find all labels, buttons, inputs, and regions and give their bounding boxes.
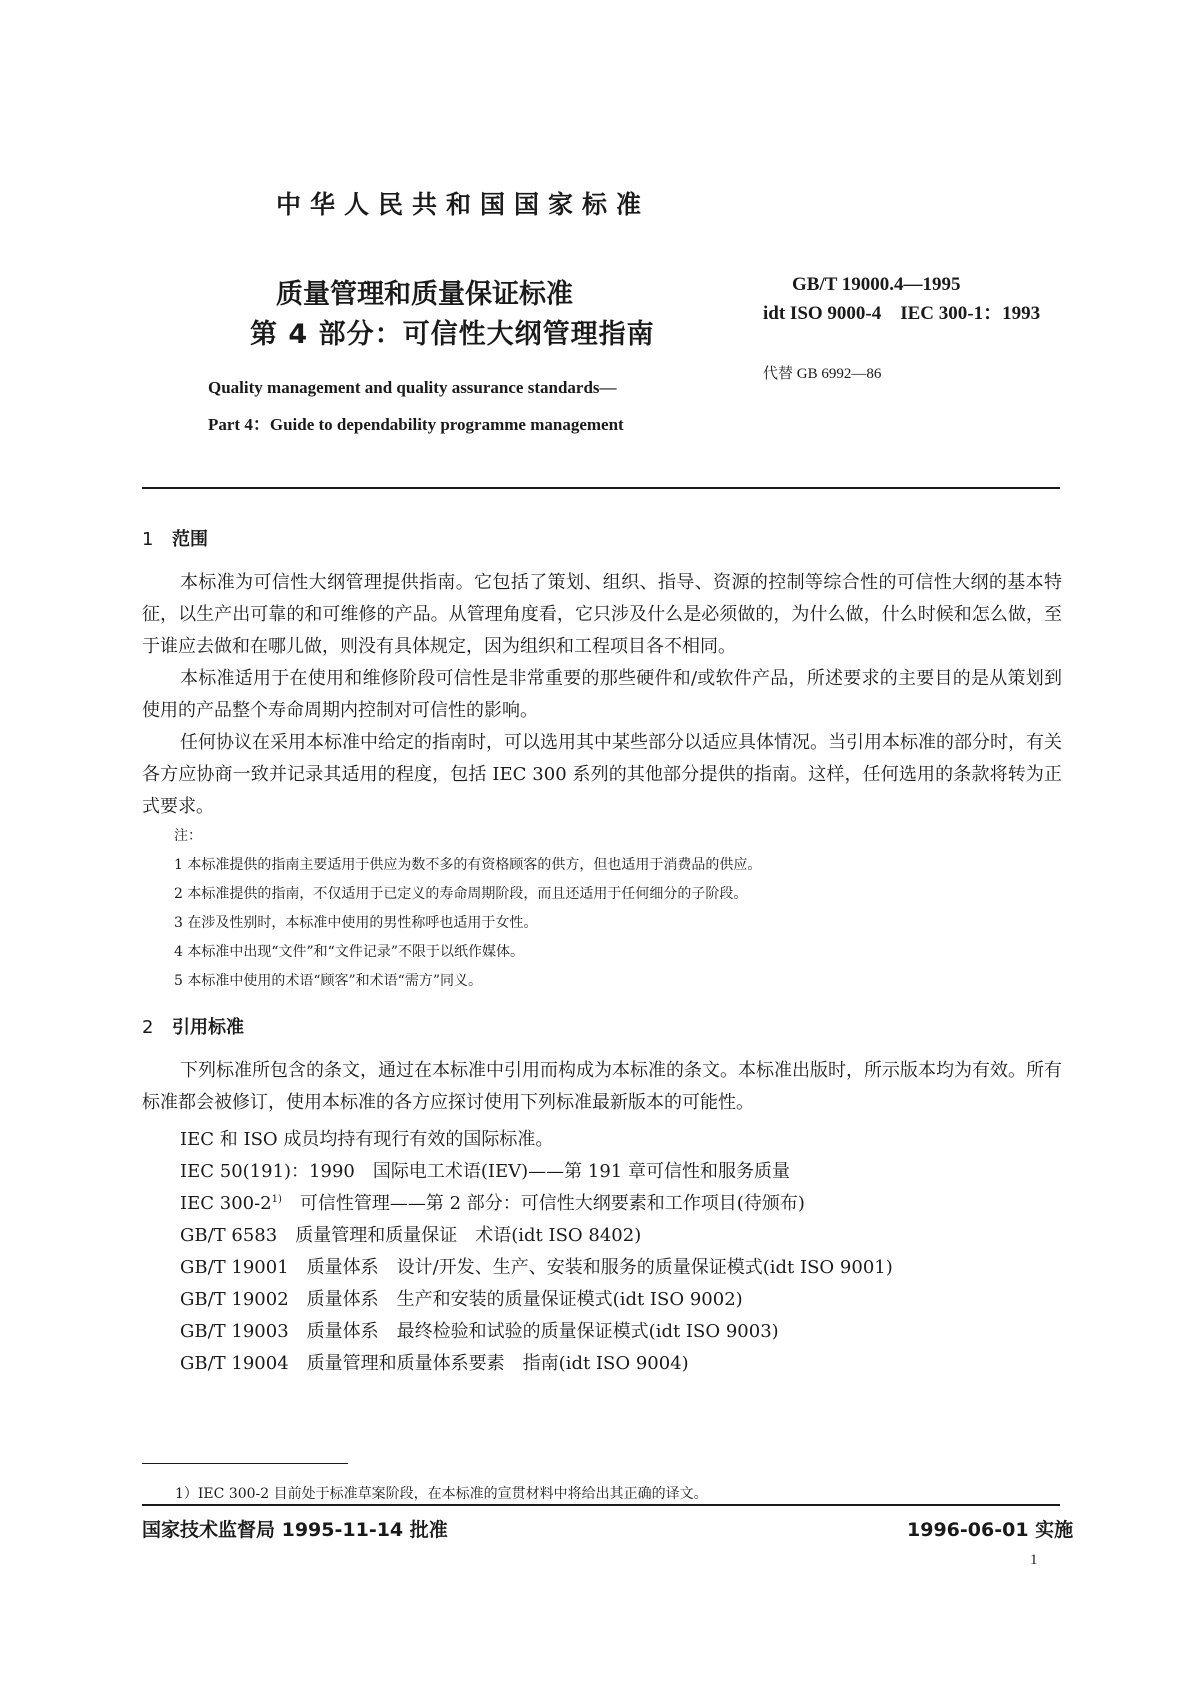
- paragraph: 下列标准所包含的条文，通过在本标准中引用而构成为本标准的条文。本标准出版时，所示版本均为有效。所有标准都会被修订，使用本标准的各方应探讨使用下列标准最新版本的可能性。: [142, 1060, 1062, 1113]
- section-title: 引用标准: [172, 1017, 244, 1038]
- approval-date: 国家技术监督局 1995-11-14 批准: [142, 1519, 448, 1541]
- paragraph: 本标准为可信性大纲管理提供指南。它包括了策划、组织、指导、资源的控制等综合性的可信性大纲的基本特征，以生产出可靠的和可维修的产品。从管理角度看，它只涉及什么是必须做的，为什么做，什么时候和怎么做，至于谁应去做和在哪儿做，则没有具体规定，因为组织和工程项目各不相同。: [142, 572, 1062, 657]
- reference-title: 质量体系 设计/开发、生产、安装和服务的质量保证模式(idt ISO 9001): [306, 1257, 893, 1278]
- reference-title: 质量体系 最终检验和试验的质量保证模式(idt ISO 9003): [306, 1321, 779, 1342]
- note-item: 2 本标准提供的指南，不仅适用于已定义的寿命周期阶段，而且还适用于任何细分的子阶段。: [174, 886, 748, 902]
- reference-item: [180, 1221, 641, 1247]
- notes-label: 注：: [174, 828, 202, 844]
- footnote-marker: 1): [271, 1194, 282, 1205]
- reference-code: GB/T 19002: [180, 1289, 289, 1310]
- reference-code: GB/T 19003: [180, 1321, 289, 1342]
- header-divider: [142, 487, 1060, 489]
- note-item: 4 本标准中出现“文件”和“文件记录”不限于以纸作媒体。: [174, 944, 524, 960]
- chinese-title-line-2: 第 4 部分：可信性大纲管理指南: [250, 319, 655, 350]
- note-item: 3 在涉及性别时，本标准中使用的男性称呼也适用于女性。: [174, 915, 538, 931]
- identical-standards: idt ISO 9000-4 IEC 300-1：1993: [763, 303, 1041, 324]
- note-item: 1 本标准提供的指南主要适用于供应为数不多的有资格顾客的供方，但也适用于消费品的供应。: [174, 857, 762, 873]
- section-2-heading: [142, 1013, 244, 1039]
- section-number: 2: [142, 1017, 154, 1038]
- reference-code: IEC 50(191)：1990: [180, 1161, 355, 1182]
- section-1-heading: [142, 525, 208, 551]
- english-title-line-2: Part 4：Guide to dependability programme management: [208, 415, 624, 434]
- replaces-standard: 代替 GB 6992—86: [763, 366, 882, 382]
- paragraph: 本标准适用于在使用和维修阶段可信性是非常重要的那些硬件和/或软件产品，所述要求的主要目的是从策划到使用的产品整个寿命周期内控制对可信性的影响。: [142, 668, 1062, 721]
- reference-item: [180, 1285, 743, 1311]
- english-title-line-1: Quality management and quality assurance standards—: [208, 378, 617, 397]
- effective-date: 1996-06-01 实施: [907, 1519, 1074, 1541]
- reference-item: [180, 1189, 805, 1215]
- reference-code: GB/T 19004: [180, 1353, 289, 1374]
- references-intro: IEC 和 ISO 成员均持有现行有效的国际标准。: [180, 1129, 554, 1150]
- paragraph: 任何协议在采用本标准中给定的指南时，可以选用其中某些部分以适应具体情况。当引用本标准的部分时，有关各方应协商一致并记录其适用的程度，包括 IEC 300 系列的其他部分提供的指南。这样，任何选用的条款将转为正式要求。: [142, 732, 1062, 817]
- reference-title: 质量体系 生产和安装的质量保证模式(idt ISO 9002): [306, 1289, 743, 1310]
- standard-code: GB/T 19000.4—1995: [792, 274, 961, 295]
- national-standard-heading: 中华人民共和国国家标准: [276, 190, 651, 219]
- reference-title: 国际电工术语(IEV)——第 191 章可信性和服务质量: [372, 1161, 790, 1182]
- page-number: 1: [1030, 1552, 1038, 1568]
- reference-title: 质量管理和质量体系要素 指南(idt ISO 9004): [306, 1353, 689, 1374]
- footer-divider: [142, 1504, 1060, 1506]
- section-number: 1: [142, 529, 154, 550]
- reference-item: [180, 1317, 779, 1343]
- reference-item: [180, 1253, 893, 1279]
- reference-code: IEC 300-2: [180, 1193, 272, 1214]
- note-item: 5 本标准中使用的术语“顾客”和术语“需方”同义。: [174, 973, 482, 989]
- footnote-divider: [142, 1463, 348, 1464]
- reference-item: [180, 1157, 790, 1183]
- section-title: 范围: [172, 529, 208, 550]
- footnote: 1）IEC 300-2 目前处于标准草案阶段，在本标准的宣贯材料中将给出其正确的译文。: [175, 1486, 708, 1502]
- reference-item: [180, 1349, 689, 1375]
- reference-title: 质量管理和质量保证 术语(idt ISO 8402): [295, 1225, 642, 1246]
- reference-code: GB/T 6583: [180, 1225, 278, 1246]
- reference-title: 可信性管理——第 2 部分：可信性大纲要素和工作项目(待颁布): [299, 1193, 805, 1214]
- chinese-title-line-1: 质量管理和质量保证标准: [276, 279, 573, 310]
- reference-code: GB/T 19001: [180, 1257, 289, 1278]
